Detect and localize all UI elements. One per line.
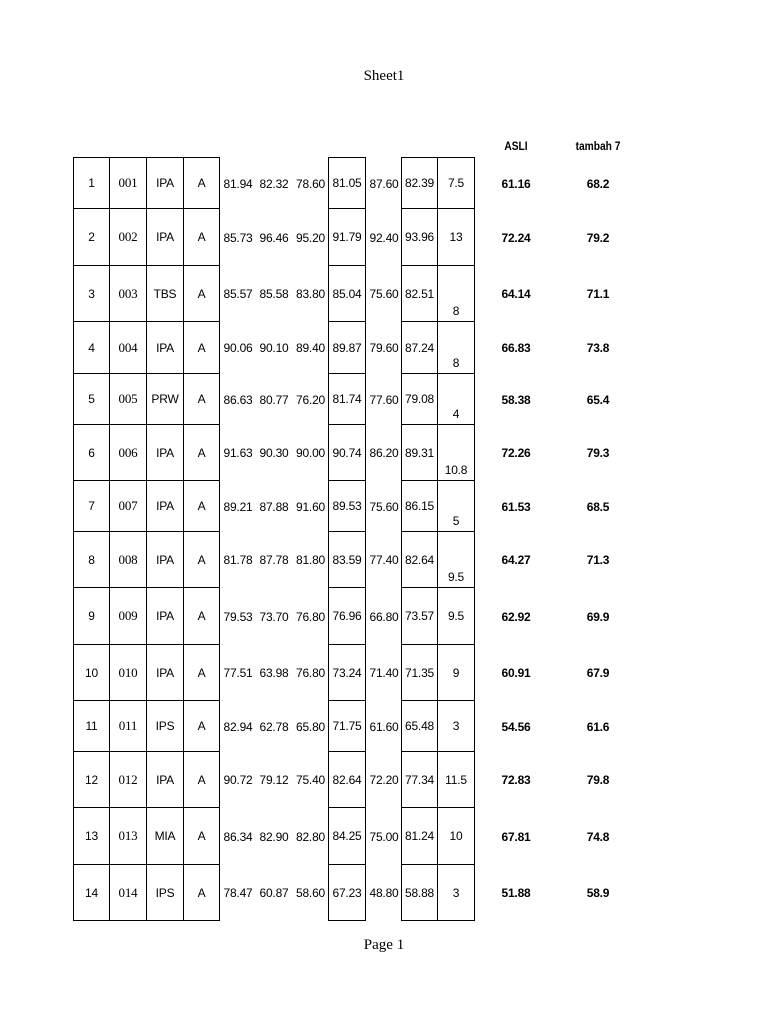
bonus-cell: 9.5 (437, 587, 475, 645)
bonus-cell: 9.5 (437, 531, 475, 588)
student-id-cell: 014 (109, 864, 147, 921)
class-cell: A (183, 321, 220, 374)
major-cell: IPA (146, 587, 184, 645)
bonus-cell: 8 (437, 321, 475, 374)
class-cell: A (183, 587, 220, 645)
bonus-cell: 10.8 (437, 424, 475, 481)
score-cell: 77.60 (369, 392, 399, 407)
score-cell: 67.23 (328, 864, 366, 921)
score-cell: 71.75 (328, 700, 366, 752)
score-cell: 90.06 (223, 341, 253, 355)
score-cell: 86.15 (401, 480, 438, 532)
score-cell: 77.34 (401, 751, 438, 808)
class-cell: A (183, 157, 220, 209)
bonus-cell: 13 (437, 208, 475, 266)
score-cell: 77.40 (369, 553, 399, 567)
score-cell: 81.24 (401, 807, 438, 865)
score-cell: 81.74 (328, 373, 366, 425)
tambah-7-cell: 79.3 (586, 446, 610, 460)
score-cell: 87.88 (259, 499, 289, 514)
score-cell: 89.31 (401, 424, 438, 481)
tambah-7-cell: 74.8 (586, 829, 610, 844)
row-number-cell: 13 (73, 807, 110, 865)
score-cell: 81.94 (223, 176, 253, 191)
row-number-cell: 7 (73, 480, 110, 532)
score-cell: 76.96 (328, 587, 366, 645)
class-cell: A (183, 864, 220, 921)
student-id-cell: 001 (109, 157, 147, 209)
row-number-cell: 14 (73, 864, 110, 921)
score-cell: 87.60 (369, 176, 399, 191)
asli-cell: 64.14 (501, 287, 531, 301)
score-cell: 65.48 (401, 700, 438, 752)
tambah-7-cell: 68.2 (586, 176, 610, 191)
row-number-cell: 3 (73, 265, 110, 322)
score-cell: 84.25 (328, 807, 366, 865)
score-cell: 73.57 (401, 587, 438, 645)
score-cell: 62.78 (259, 719, 289, 734)
student-id-cell: 007 (109, 480, 147, 532)
row-number-cell: 6 (73, 424, 110, 481)
tambah-7-cell: 71.1 (586, 287, 610, 301)
major-cell: IPA (146, 157, 184, 209)
score-cell: 58.88 (401, 864, 438, 921)
score-cell: 90.30 (259, 446, 289, 460)
score-cell: 76.80 (295, 609, 326, 624)
bonus-cell: 10 (437, 807, 475, 865)
score-cell: 66.80 (369, 609, 399, 624)
score-cell: 75.60 (369, 499, 399, 514)
student-id-cell: 013 (109, 807, 147, 865)
major-cell: IPA (146, 321, 184, 374)
asli-cell: 72.24 (501, 230, 531, 245)
score-cell: 81.78 (223, 553, 253, 567)
student-id-cell: 005 (109, 373, 147, 425)
score-cell: 63.98 (259, 666, 289, 680)
score-cell: 81.80 (295, 553, 326, 567)
score-cell: 90.72 (223, 773, 253, 787)
score-cell: 75.40 (295, 773, 326, 787)
major-cell: IPA (146, 480, 184, 532)
class-cell: A (183, 644, 220, 701)
score-cell: 79.12 (259, 773, 289, 787)
score-cell: 90.74 (328, 424, 366, 481)
major-cell: IPA (146, 531, 184, 588)
asli-cell: 66.83 (501, 341, 531, 355)
score-cell: 76.20 (295, 392, 326, 407)
tambah-7-cell: 73.8 (586, 341, 610, 355)
score-cell: 86.63 (223, 392, 253, 407)
score-cell: 83.80 (295, 287, 326, 301)
row-number-cell: 5 (73, 373, 110, 425)
asli-cell: 61.53 (501, 499, 531, 514)
score-cell: 96.46 (259, 230, 289, 245)
score-cell: 71.35 (401, 644, 438, 701)
score-cell: 95.20 (295, 230, 326, 245)
score-cell: 89.40 (295, 341, 326, 355)
score-cell: 60.87 (259, 886, 289, 900)
score-cell: 65.80 (295, 719, 326, 734)
student-id-cell: 008 (109, 531, 147, 588)
page-footer: Page 1 (363, 937, 405, 953)
score-cell: 77.51 (223, 666, 253, 680)
tambah-7-cell: 68.5 (586, 499, 610, 514)
score-cell: 89.53 (328, 480, 366, 532)
class-cell: A (183, 480, 220, 532)
bonus-cell: 9 (437, 644, 475, 701)
score-cell: 80.77 (259, 392, 289, 407)
tambah-7-cell: 67.9 (586, 666, 610, 680)
tambah-7-cell: 61.6 (586, 719, 610, 734)
major-cell: IPA (146, 751, 184, 808)
bonus-cell: 3 (437, 700, 475, 752)
score-cell: 89.87 (328, 321, 366, 374)
score-cell: 73.70 (259, 609, 289, 624)
score-cell: 87.24 (401, 321, 438, 374)
tambah-7-cell: 58.9 (586, 886, 610, 900)
score-cell: 90.00 (295, 446, 326, 460)
score-cell: 92.40 (369, 230, 399, 245)
score-cell: 93.96 (401, 208, 438, 266)
bonus-cell: 11.5 (437, 751, 475, 808)
major-cell: PRW (146, 373, 184, 425)
major-cell: TBS (146, 265, 184, 322)
score-cell: 75.00 (369, 829, 399, 844)
score-cell: 89.21 (223, 499, 253, 514)
tambah-7-cell: 69.9 (586, 609, 610, 624)
score-cell: 86.20 (369, 446, 399, 460)
sheet-title: Sheet1 (363, 68, 405, 84)
score-cell: 82.39 (401, 157, 438, 209)
student-id-cell: 011 (109, 700, 147, 752)
class-cell: A (183, 751, 220, 808)
score-cell: 83.59 (328, 531, 366, 588)
score-cell: 79.53 (223, 609, 253, 624)
student-id-cell: 009 (109, 587, 147, 645)
class-cell: A (183, 531, 220, 588)
major-cell: IPA (146, 644, 184, 701)
major-cell: IPS (146, 864, 184, 921)
row-number-cell: 9 (73, 587, 110, 645)
row-number-cell: 2 (73, 208, 110, 266)
class-cell: A (183, 424, 220, 481)
score-cell: 85.04 (328, 265, 366, 322)
row-number-cell: 8 (73, 531, 110, 588)
score-cell: 81.05 (328, 157, 366, 209)
score-cell: 82.80 (295, 829, 326, 844)
class-cell: A (183, 208, 220, 266)
row-number-cell: 12 (73, 751, 110, 808)
student-id-cell: 006 (109, 424, 147, 481)
score-cell: 61.60 (369, 719, 399, 734)
score-cell: 82.32 (259, 176, 289, 191)
student-id-cell: 003 (109, 265, 147, 322)
row-number-cell: 1 (73, 157, 110, 209)
asli-cell: 58.38 (501, 392, 531, 407)
score-cell: 72.20 (369, 773, 399, 787)
score-cell: 91.79 (328, 208, 366, 266)
class-cell: A (183, 700, 220, 752)
score-cell: 78.60 (295, 176, 326, 191)
bonus-cell: 5 (437, 480, 475, 532)
asli-cell: 62.92 (501, 609, 531, 624)
class-cell: A (183, 807, 220, 865)
score-cell: 73.24 (328, 644, 366, 701)
score-cell: 75.60 (369, 287, 399, 301)
score-cell: 91.60 (295, 499, 326, 514)
bonus-cell: 4 (437, 373, 475, 425)
score-cell: 48.80 (369, 886, 399, 900)
score-cell: 85.58 (259, 287, 289, 301)
score-cell: 82.94 (223, 719, 253, 734)
asli-cell: 64.27 (501, 553, 531, 567)
asli-cell: 60.91 (501, 666, 531, 680)
score-cell: 86.34 (223, 829, 253, 844)
score-cell: 91.63 (223, 446, 253, 460)
score-cell: 87.78 (259, 553, 289, 567)
asli-cell: 61.16 (501, 176, 531, 191)
student-id-cell: 002 (109, 208, 147, 266)
score-cell: 58.60 (295, 886, 326, 900)
asli-cell: 72.26 (501, 446, 531, 460)
score-cell: 85.73 (223, 230, 253, 245)
score-cell: 79.08 (401, 373, 438, 425)
student-id-cell: 012 (109, 751, 147, 808)
bonus-cell: 3 (437, 864, 475, 921)
row-number-cell: 10 (73, 644, 110, 701)
score-cell: 71.40 (369, 666, 399, 680)
tambah-7-cell: 65.4 (586, 392, 610, 407)
header-asli: ASLI (504, 139, 528, 153)
tambah-7-cell: 71.3 (586, 553, 610, 567)
major-cell: IPS (146, 700, 184, 752)
score-cell: 82.90 (259, 829, 289, 844)
bonus-cell: 7.5 (437, 157, 475, 209)
score-cell: 82.51 (401, 265, 438, 322)
major-cell: MIA (146, 807, 184, 865)
asli-cell: 67.81 (501, 829, 531, 844)
score-cell: 76.80 (295, 666, 326, 680)
bonus-cell: 8 (437, 265, 475, 322)
asli-cell: 54.56 (501, 719, 531, 734)
header-tambah-7: tambah 7 (575, 139, 621, 153)
score-cell: 90.10 (259, 341, 289, 355)
tambah-7-cell: 79.2 (586, 230, 610, 245)
class-cell: A (183, 265, 220, 322)
student-id-cell: 010 (109, 644, 147, 701)
score-cell: 85.57 (223, 287, 253, 301)
tambah-7-cell: 79.8 (586, 773, 610, 787)
asli-cell: 72.83 (501, 773, 531, 787)
score-cell: 79.60 (369, 341, 399, 355)
major-cell: IPA (146, 424, 184, 481)
asli-cell: 51.88 (501, 886, 531, 900)
row-number-cell: 11 (73, 700, 110, 752)
class-cell: A (183, 373, 220, 425)
score-cell: 78.47 (223, 886, 253, 900)
student-id-cell: 004 (109, 321, 147, 374)
score-cell: 82.64 (328, 751, 366, 808)
row-number-cell: 4 (73, 321, 110, 374)
score-cell: 82.64 (401, 531, 438, 588)
major-cell: IPA (146, 208, 184, 266)
